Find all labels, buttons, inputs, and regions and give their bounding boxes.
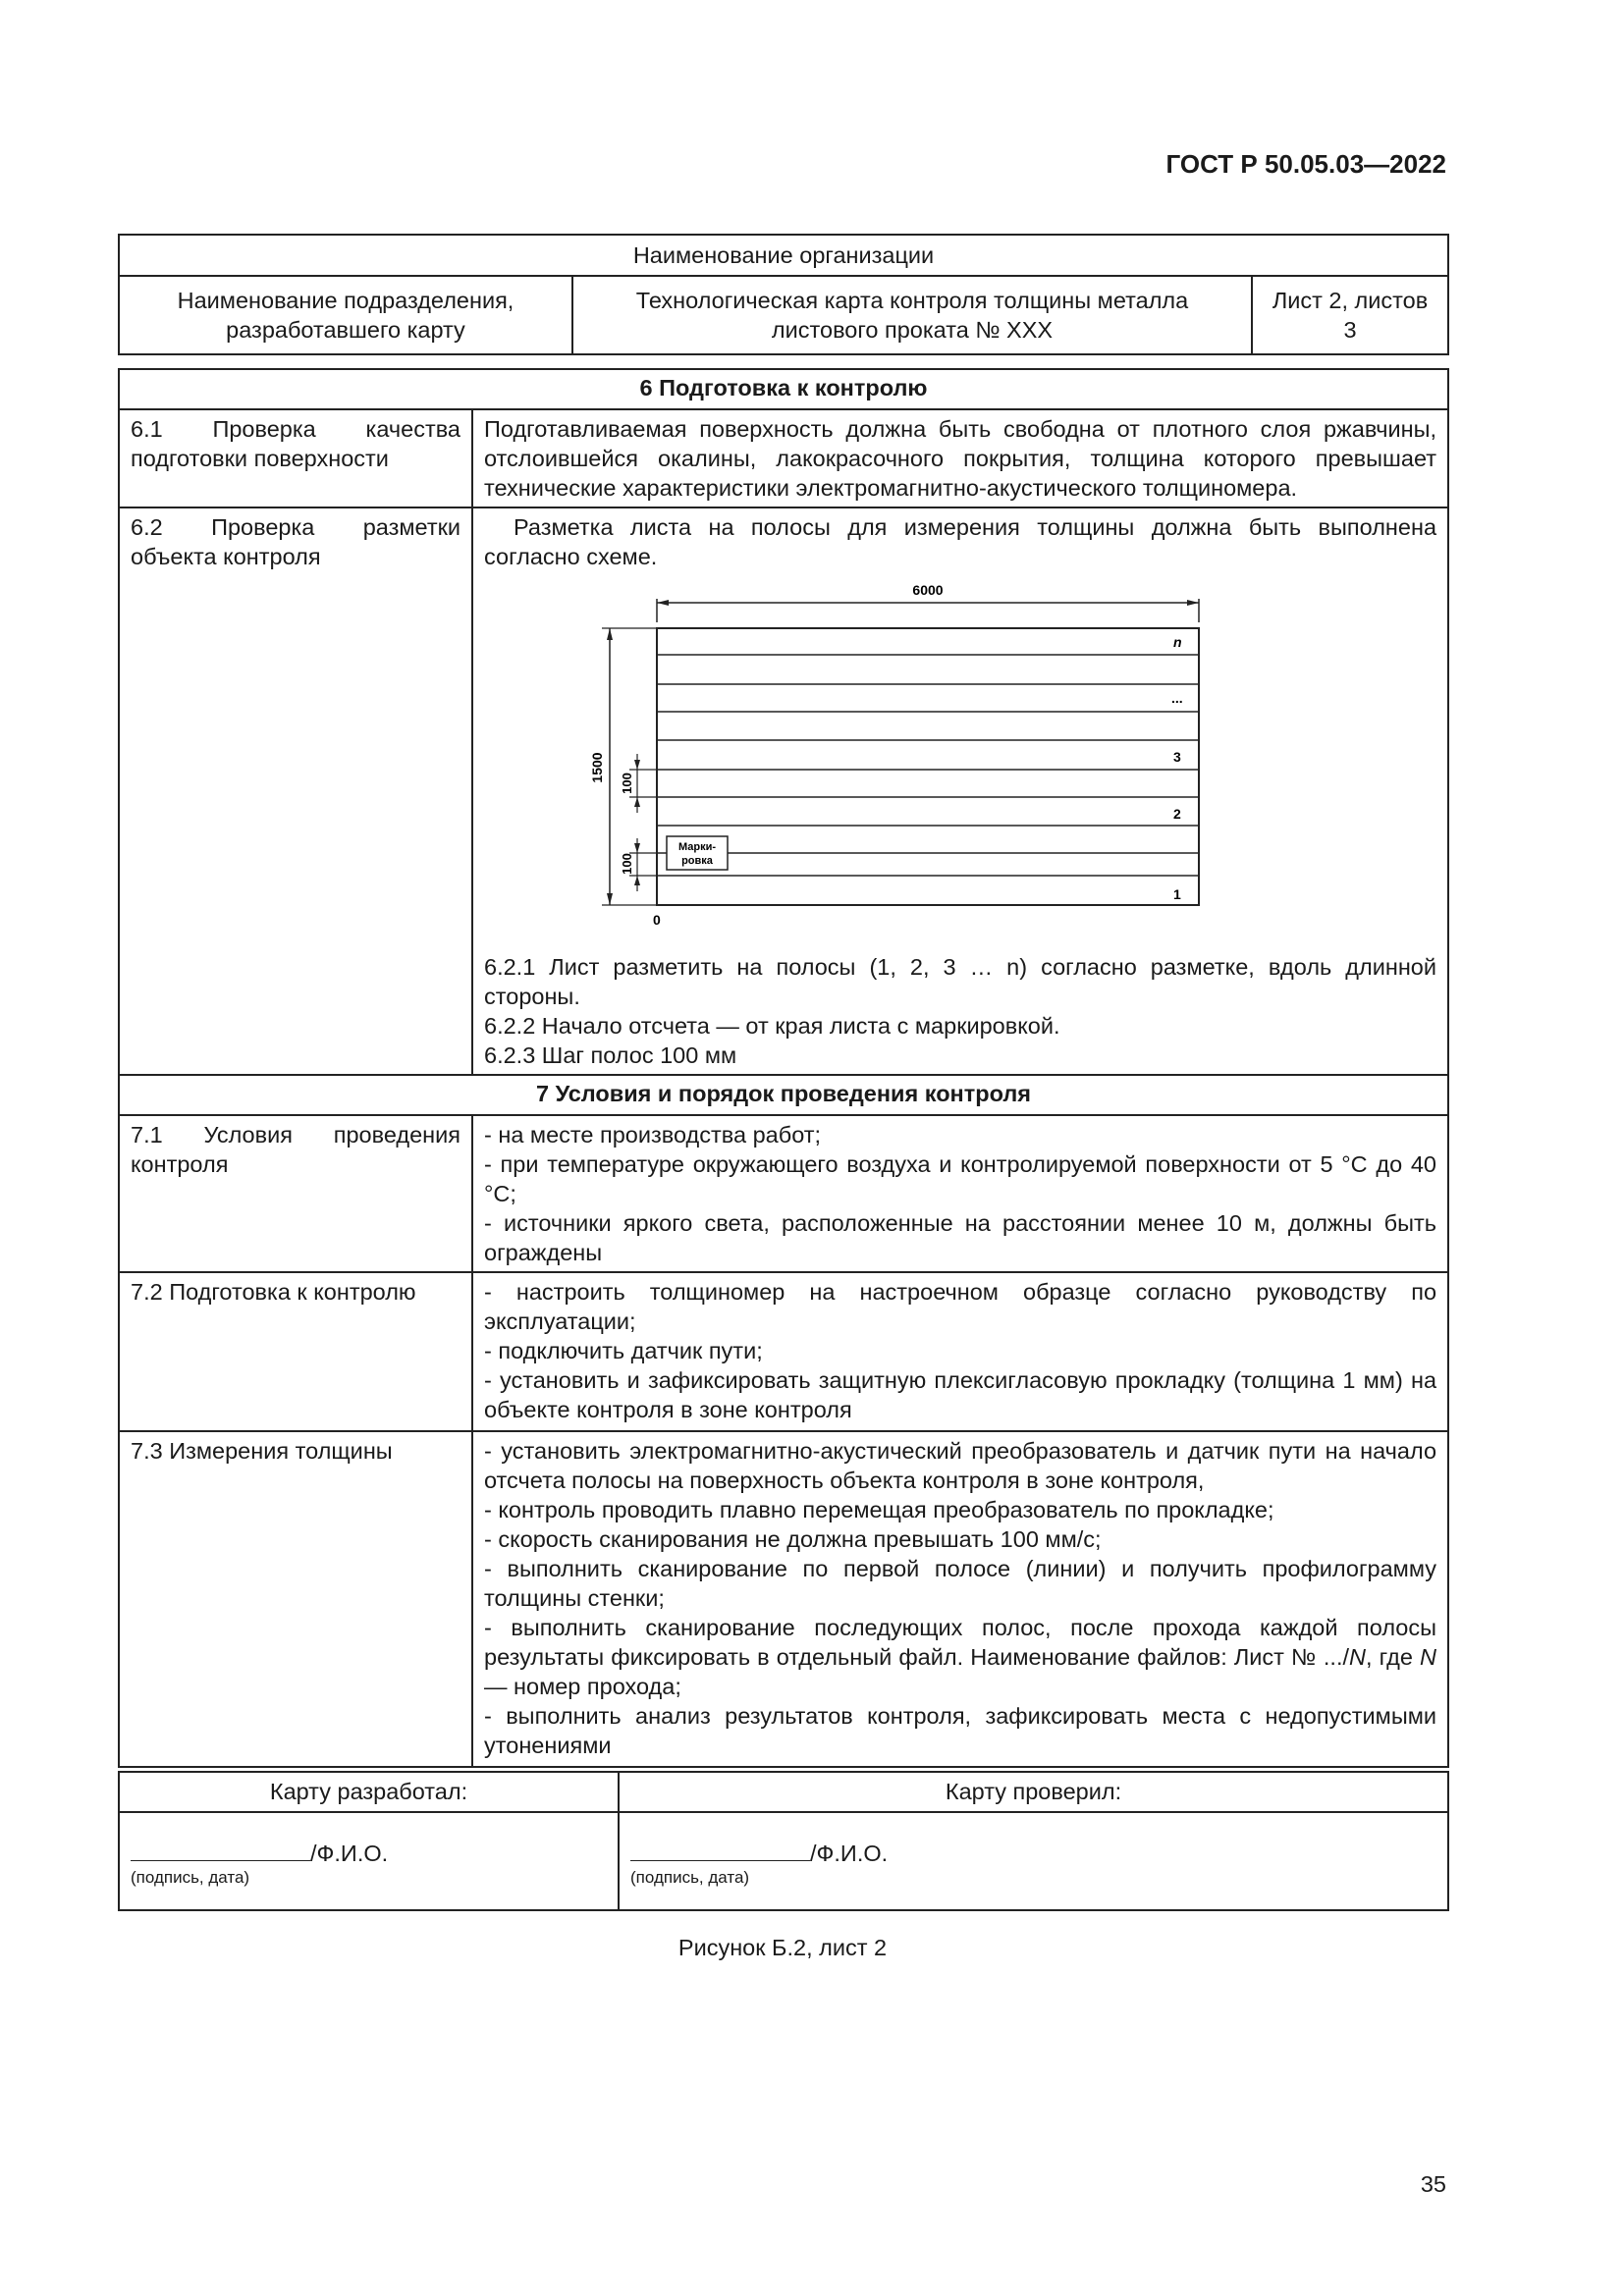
files-text-c: — номер прохода; bbox=[484, 1674, 681, 1699]
card-title: Технологическая карта контроля толщины металла листового проката № XXX bbox=[572, 276, 1252, 354]
signature-line bbox=[131, 1837, 310, 1861]
row-7-1-item: - при температуре окружающего воздуха и контролируемой поверхности от 5 °С до 40 °С; bbox=[484, 1151, 1437, 1206]
fio-label: /Ф.И.О. bbox=[810, 1841, 889, 1866]
strip-label-2: 2 bbox=[1173, 806, 1181, 822]
card-body-table bbox=[118, 368, 1449, 1768]
row-7-2-label: 7.2 Подготовка к контролю bbox=[119, 1272, 472, 1431]
item-6-2-3: 6.2.3 Шаг полос 100 мм bbox=[484, 1042, 737, 1068]
fio-label: /Ф.И.О. bbox=[310, 1841, 389, 1866]
signature-line bbox=[630, 1837, 810, 1861]
row-7-3-label: 7.3 Измерения толщины bbox=[119, 1431, 472, 1767]
files-n-2: N bbox=[1420, 1644, 1437, 1670]
files-text-b: , где bbox=[1366, 1644, 1421, 1670]
row-7-3-item-files bbox=[484, 1613, 1436, 1701]
item-6-2-2: 6.2.2 Начало отсчета — от края листа с маркировкой. bbox=[484, 1013, 1060, 1039]
section-7-title: 7 Условия и порядок проведения контроля bbox=[119, 1075, 1448, 1115]
department-name: Наименование подразделения, разработавшего карту bbox=[119, 276, 572, 354]
checked-label: Карту проверил: bbox=[619, 1772, 1448, 1812]
strip-label-1: 1 bbox=[1173, 886, 1181, 902]
marking-label-1: Марки- bbox=[677, 841, 717, 853]
row-6-1-label: 6.1 Проверка качества подготовки поверхности bbox=[119, 409, 472, 507]
section-6-title: 6 Подготовка к контролю bbox=[119, 369, 1448, 409]
strip-label-n: n bbox=[1173, 634, 1182, 650]
dim-width: 1500 bbox=[589, 752, 605, 783]
row-7-3-item: - выполнить сканирование по первой полосе (линии) и получить профилограмму толщины стенки; bbox=[484, 1556, 1437, 1611]
row-7-2-content bbox=[472, 1272, 1448, 1431]
origin-label: 0 bbox=[653, 912, 661, 928]
item-6-2-1: 6.2.1 Лист разметить на полосы (1, 2, 3 … n) согласно разметке, вдоль длинной стороны. bbox=[484, 954, 1437, 1009]
row-7-3-item: - установить электромагнитно-акустический преобразователь и датчик пути на начало отсчета полосы на поверхность объекта контроля в зоне контроля, bbox=[484, 1438, 1437, 1493]
card-header-table bbox=[118, 234, 1449, 355]
row-6-2-intro: Разметка листа на полосы для измерения толщины должна быть выполнена согласно схеме. bbox=[484, 514, 1437, 569]
checked-signature bbox=[619, 1812, 1448, 1910]
strip-label-3: 3 bbox=[1173, 749, 1181, 765]
row-6-2-content bbox=[472, 507, 1448, 1075]
standard-number: ГОСТ Р 50.05.03—2022 bbox=[1165, 149, 1446, 179]
strip-label-dots: ... bbox=[1171, 690, 1183, 706]
organization-name: Наименование организации bbox=[119, 235, 1448, 276]
files-text-a: - выполнить сканирование последующих полос, после прохода каждой полосы результаты фиксировать в отдельный файл. Наименование файлов: Лист № .../ bbox=[484, 1615, 1437, 1670]
row-7-3-item: - скорость сканирования не должна превышать 100 мм/с; bbox=[484, 1526, 1102, 1552]
row-7-3-item: - контроль проводить плавно перемещая преобразователь по прокладке; bbox=[484, 1497, 1274, 1522]
row-7-2-item: - подключить датчик пути; bbox=[484, 1338, 763, 1363]
marking-label-2: ровка bbox=[681, 855, 713, 867]
sheet-number: Лист 2, листов 3 bbox=[1252, 276, 1448, 354]
row-6-2-label: 6.2 Проверка разметки объекта контроля bbox=[119, 507, 472, 1075]
row-7-1-item: - источники яркого света, расположенные на расстоянии менее 10 м, должны быть ограждены bbox=[484, 1210, 1437, 1265]
developed-label: Карту разработал: bbox=[119, 1772, 619, 1812]
files-n-1: N bbox=[1349, 1644, 1367, 1670]
developed-signature bbox=[119, 1812, 619, 1910]
row-7-2-item: - установить и зафиксировать защитную плексигласовую прокладку (толщина 1 мм) на объекте контроля в зоне контроля bbox=[484, 1367, 1437, 1422]
dim-step-lower: 100 bbox=[620, 853, 634, 875]
row-7-1-item: - на месте производства работ; bbox=[484, 1122, 822, 1148]
signature-hint: (подпись, дата) bbox=[630, 1868, 750, 1887]
signature-table bbox=[118, 1771, 1449, 1911]
dim-length: 6000 bbox=[912, 582, 944, 598]
row-7-3-content bbox=[472, 1431, 1448, 1767]
plate-marking-diagram bbox=[484, 571, 1436, 928]
row-7-1-content bbox=[472, 1115, 1448, 1272]
row-7-2-item: - настроить толщиномер на настроечном образце согласно руководству по эксплуатации; bbox=[484, 1279, 1437, 1334]
row-7-1-label: 7.1 Условия проведения контроля bbox=[119, 1115, 472, 1272]
page-number: 35 bbox=[1420, 2171, 1446, 2197]
signature-hint: (подпись, дата) bbox=[131, 1868, 250, 1887]
row-6-1-text: Подготавливаемая поверхность должна быть свободна от плотного слоя ржавчины, отслоившейся окалины, лакокрасочного покрытия, толщина которого превышает технические характеристики электромагнитно-акустического толщиномера. bbox=[472, 409, 1448, 507]
dim-step-upper: 100 bbox=[620, 773, 634, 794]
row-7-3-item: - выполнить анализ результатов контроля, зафиксировать места с недопустимыми утонениями bbox=[484, 1703, 1437, 1758]
figure-caption: Рисунок Б.2, лист 2 bbox=[677, 1935, 888, 1960]
